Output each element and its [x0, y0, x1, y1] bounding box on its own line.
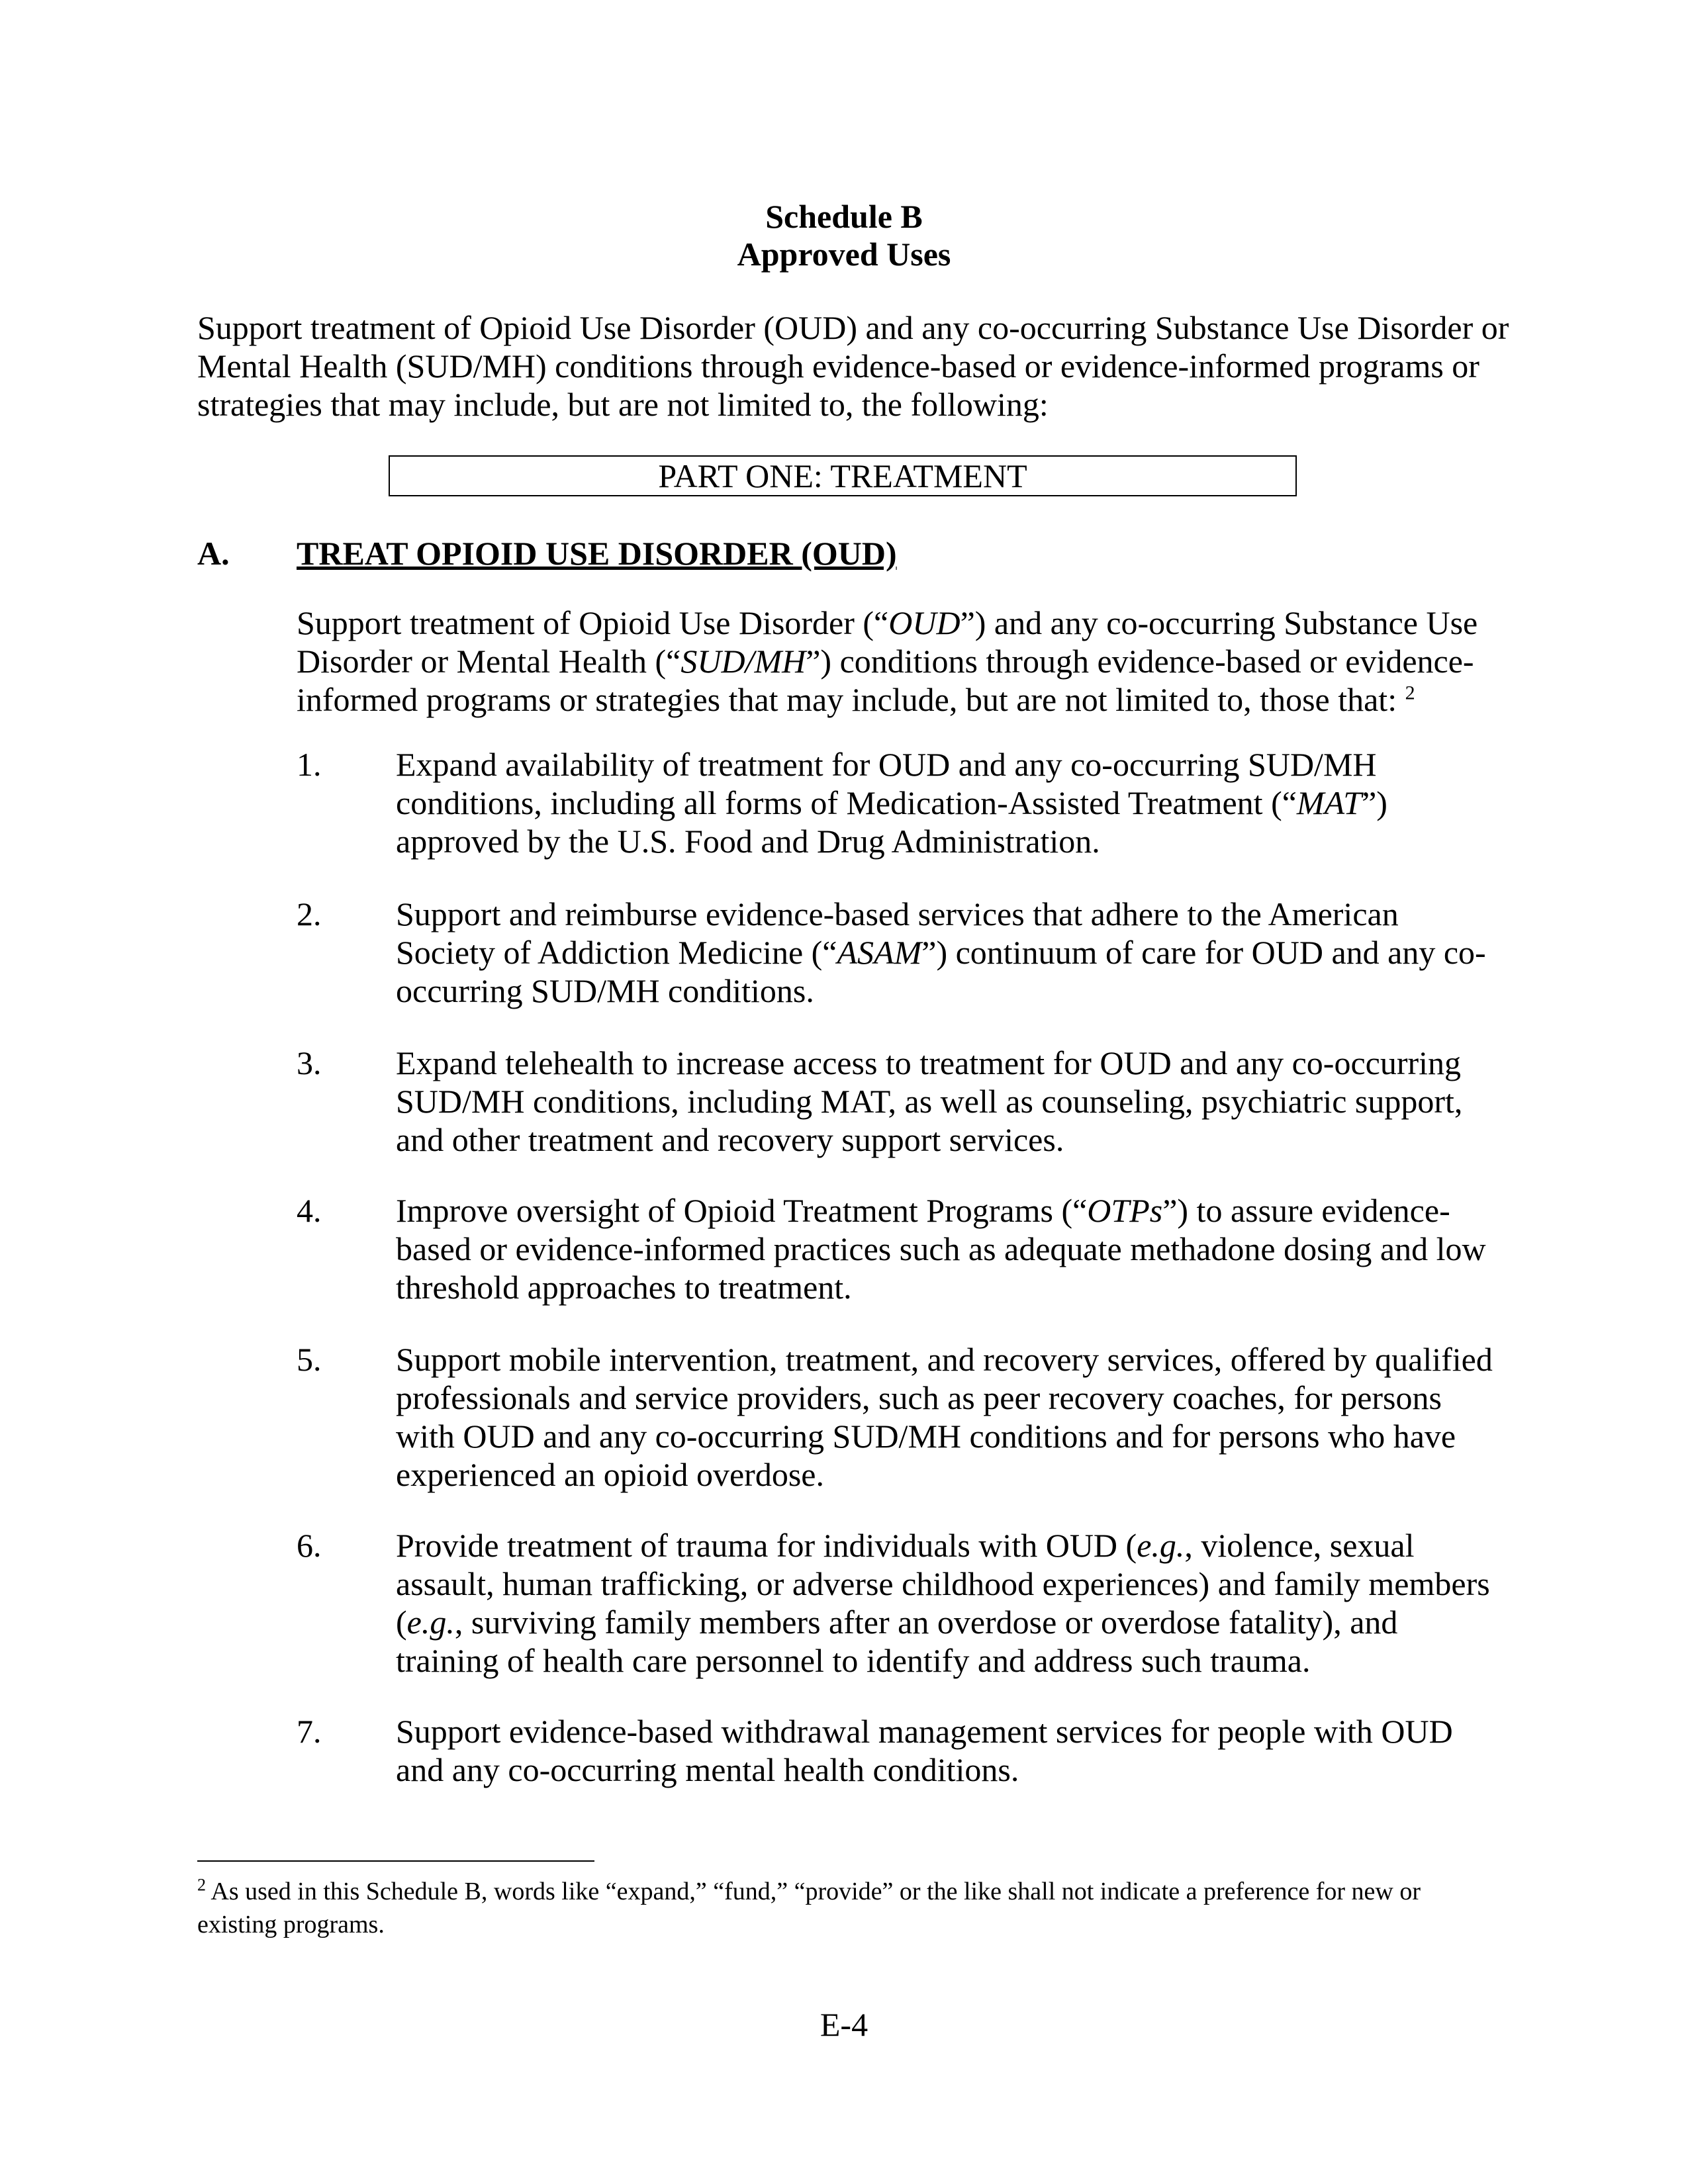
list-item-term: e.g.: [1137, 1527, 1185, 1564]
list-item-number: 5.: [297, 1341, 322, 1378]
list-item-text: , surviving family members after an overdose or overdose fatality), and training of health care personnel to identify and address such trauma.: [396, 1604, 1398, 1679]
list-item-text: Support mobile intervention, treatment, and recovery services, offered by qualified professionals and service providers, such as peer recovery coaches, for persons with OUD and any co-occurring SUD/MH conditions and for persons who have experienced an opioid overdose.: [396, 1341, 1493, 1493]
list-item-text: ”) to assure evidence-based or evidence-informed practices such as adequate methadone dosing and low threshold approaches to treatment.: [396, 1192, 1486, 1306]
list-item-number: 1.: [297, 746, 322, 783]
list-item: [396, 1712, 1495, 1789]
section-intro-text: ”) conditions through evidence-based or evidence-informed programs or strategies that may include, but are not limited to, those that:: [297, 643, 1474, 718]
footnote-reference: 2: [1405, 682, 1415, 704]
list-item-number: 7.: [297, 1713, 322, 1750]
list-item: [396, 745, 1495, 860]
list-item-text: Expand availability of treatment for OUD and any co-occurring SUD/MH conditions, including all forms of Medication-Assisted Treatment (“: [396, 746, 1377, 821]
footnote-marker: 2: [197, 1875, 206, 1895]
list-item-number: 3.: [297, 1044, 322, 1081]
list-item-term: ASAM: [837, 934, 922, 971]
list-item-text: Support and reimburse evidence-based services that adhere to the American Society of Addiction Medicine (“: [396, 895, 1399, 971]
list-item-term: OTPs: [1087, 1192, 1163, 1229]
list-item-text: Expand telehealth to increase access to treatment for OUD and any co-occurring SUD/MH conditions, including MAT, as well as counseling, psychiatric support, and other treatment and recovery support services.: [396, 1044, 1463, 1158]
list-item: [396, 895, 1495, 1010]
list-item-term: MAT: [1296, 784, 1362, 821]
list-item-number: 6.: [297, 1527, 322, 1564]
list-item-number: 2.: [297, 895, 322, 933]
list-item-term: e.g.: [406, 1604, 455, 1641]
footnote-divider: [197, 1860, 594, 1862]
section-intro-term: SUD/MH: [680, 643, 806, 680]
list-item-text: Support evidence-based withdrawal management services for people with OUD and any co-occurring mental health conditions.: [396, 1713, 1453, 1788]
list-item-text: Provide treatment of trauma for individuals with OUD (: [396, 1527, 1137, 1564]
list-item-text: ”) continuum of care for OUD and any co-occurring SUD/MH conditions.: [396, 934, 1486, 1009]
list-item: [396, 1044, 1495, 1159]
list-item: [396, 1191, 1495, 1306]
footnote-text: As used in this Schedule B, words like “expand,” “fund,” “provide” or the like shall not indicate a preference for new or existing programs.: [197, 1878, 1421, 1938]
schedule-subtitle: Approved Uses: [737, 236, 951, 273]
section-heading: TREAT OPIOID USE DISORDER (OUD): [297, 535, 897, 572]
list-item: [396, 1526, 1495, 1680]
list-item-text: , violence, sexual assault, human trafficking, or adverse childhood experiences) and family members (: [396, 1527, 1490, 1641]
section-intro-text: ”) and any co-occurring Substance Use Disorder or Mental Health (“: [297, 604, 1478, 680]
page-number: E-4: [820, 2006, 868, 2043]
section-letter: A.: [197, 535, 230, 572]
intro-paragraph: Support treatment of Opioid Use Disorder (OUD) and any co-occurring Substance Use Disorder or Mental Health (SUD/MH) conditions through evidence-based or evidence-informed programs or strategies that may include, but are not limited to, the following:: [197, 309, 1509, 423]
footnote: [197, 1875, 1481, 1941]
list-item-text: ”) approved by the U.S. Food and Drug Administration.: [396, 784, 1387, 860]
section-intro-text: Support treatment of Opioid Use Disorder (“: [297, 604, 889, 641]
list-item-text: Improve oversight of Opioid Treatment Programs (“: [396, 1192, 1088, 1229]
schedule-title: Schedule B: [765, 198, 923, 235]
section-intro-paragraph: [297, 604, 1495, 719]
list-item-number: 4.: [297, 1192, 322, 1229]
section-intro-term: OUD: [888, 604, 961, 641]
list-item: [396, 1340, 1495, 1494]
part-heading-box: PART ONE: TREATMENT: [389, 455, 1297, 496]
